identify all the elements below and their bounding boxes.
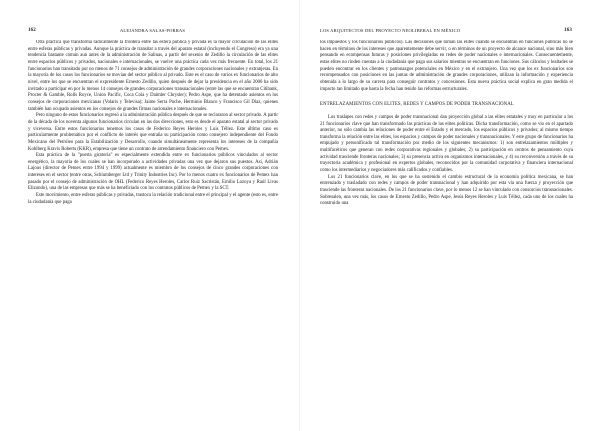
left-page-body [28,40,278,206]
paragraph: Otra práctica que transforma radicalmente la frontera entre las esfera pública y privada es la mayor circulación de las elites entre esferas públicas y privadas. Aunque la práctica de transitar a través del aparato estatal (incluyendo el Congreso) era ya una tendencia bastante común aun antes de la administración de Salinas, a partir del sexenio de Zedillo la circulación de las elites entre espacios públicos y privados, nacionales e internacionales, se vuelve una práctica cada vez más frecuente. En total, los 21 funcionarios han transitado por no menos de 71 consejos de administración de grandes corporaciones nacionales y extranjeras. En la mayoría de los casos los funcionarios se movían del sector público al privado. Este es el caso de varios ex funcionarios de alto nivel, entre los que se encuentran el expresidente Ernesto Zedillo, quien después de dejar la presidencia en el año 2000 ha sido invitado a participar en por lo menos 14 consejos de grandes corporaciones transnacionales (entre las que se encuentran Citibank, Procter & Gamble, Rolls Royce, Union Pacific, Coca Cola y Daimler Chrysler); Pedro Aspe, que ha detentado asientos en los consejos de corporaciones mexicanas (Volaris y Televisa); Jaime Serra Puche, Herminio Blanco y Francisco Gil Díaz, quienes también han ocupado asientos en los consejos de grandes firmas nacionales e internacionales. [28,40,278,112]
right-page [300,0,600,431]
paragraph: Este movimiento, entre esferas públicas y privadas, trastoca la relación tradicional entre el principal y el agente (esto es, entre la ciudadanía que paga [28,193,278,205]
paragraph: Los 21 funcionarios clave, en los que se ha sostenido el cambio estructural de la economía política mexicana, se han entrenzado y trasladado con redes y campos de poder transnacional y han adquirido por esta vía una fuerza y proyección que trasciende las fronteras nacionales. De los 21 funcionarios clave, por lo menos 12 se han vinculado con consorcios transnacionales. Sobresalen, una vez más, los casos de Ernesto Zedillo, Pedro Aspe, Jesús Reyes Heroles y Luis Téllez, cada uno de los cuales ha construido una [320,174,573,207]
paragraph: los impuestos y los funcionarios públicos). Las decisiones que toman las elites cuando se encuentran en funciones públicas no se hacen en términos de los intereses que aparentemente debe servir, o en términos de un proyecto de alcance nacional, sino más bien pensando en ecompensas futuras y posiciones privilegiadas en redes de poder nacionales e internacionales. Consecuentemente, estas elites no rinden cuentas a la ciudadanía que paga sus salarios mientras se encuentran en funciones. Sus cálculos y lealtades se pueden encontrar en los clientes y patronazgos potenciales en México y en el extranjero. Una vez que los ex funcionarios son recompensados con posiciones en las juntas de administración de grandes corporaciones, utilizan la información y experiencia obtenida a lo largo de su carrera para conseguir contratos y concesiones. Esta nueva práctica social explica en gran medida el impacto tan limitado que hasta la fecha han tenido las reformas estructurales. [320,40,573,92]
running-head-left [28,26,277,35]
page-number-right: 163 [564,28,572,33]
right-page-body [320,40,573,208]
page-number-left: 162 [28,28,36,33]
paragraph: Los traslapes con redes y campos de poder transnacional dan proyección global a las elites estatales y muy en particular a los 21 funcionarios clave que han transformado las prácticas de las elites políticas. Dicha transformación, como se vio en el apartado anterior, no sólo cambia las relaciones de poder entre el Estado y el mercado, los espacios públicos y privados; al mismo tiempo transforma la relación entre las elites, los espacios y campos de poder nacionales y transnacionales. Y este grupo de funcionarios ha empujado y personificado tal transformación por medio de los siguientes mecanismos: 1) son entrelazamientos múltiples y multifacéticos que generan con redes corporativas regionales y globales; 2) su participación en centros de pensamiento cuya actividad trasciende fronteras nacionales; 3) su presencia activa en organismos internacionales, y 4) su reconversión a través de su trayectoria académica y profesional en expertos globales, reconocidos por la comunidad corporativa y financiera internacional como los intermediarios y negociadores más calificados y confiables. [320,114,573,174]
running-head-right [320,26,572,35]
section-heading: ENTRELAZAMIENTOS CON ELITES, REDES Y CAMPOS DE PODER TRANSNACIONAL [320,102,514,108]
running-head-author: ALEJANDRA SALAS-PORRAS [119,28,186,33]
running-head-title: LOS ARQUITECTOS DEL PROYECTO NEOLIBERAL EN MÉXICO [320,28,461,33]
paragraph: Pero ninguno de estos funcionarios regresó a la administración pública después de que se reclararon al sector privado. A partir de la década de los noventa algunos funcionarios circulan en las dos direcciones, esto es desde el aparato estatal al sector privado y viceversa. Entre estos funcionarios tenemos los casos de Federico Reyes Heroles y Luis Téllez. Este último caso es particularmente problemático por el conflicto de interés que entraña su participación como consejero independiente del Fondo Mexicano del Petróleo para la Estabilización y Desarrollo, cuando simultáneamente representa los intereses de la compañía Kohlberg Kravis Roberts (KKR), empresa que tiene un contrato de arrendamiento financiero con Pemex. [28,113,278,152]
paragraph: Esta práctica de la "puerta giratoria" es especialmente extendida entre ex funcionarios públicos vinculados al sector energético, la mayoría de los cuales se han incorporado a actividades privadas una vez que dejaron sus puestos. Así, Adrián Lajous (director de Pemex entre 1994 y 1999) actualmente es miembro de los consejos de cinco grandes corporaciones con intereses en el sector (entre otras, Schlumberger Ltd y Trinity Industries Inc). Por lo menos cuatro ex funcionarios de Pemex han pasado por el consejo de administración de OHL (Federico Reyes Heroles, Carlos Ruiz Sacristán, Emilio Lozoya y Raúl Livas Elizondo), una de las empresas que más se ha beneficiado con los contratos públicos de Pemex y la SCT. [28,153,278,192]
